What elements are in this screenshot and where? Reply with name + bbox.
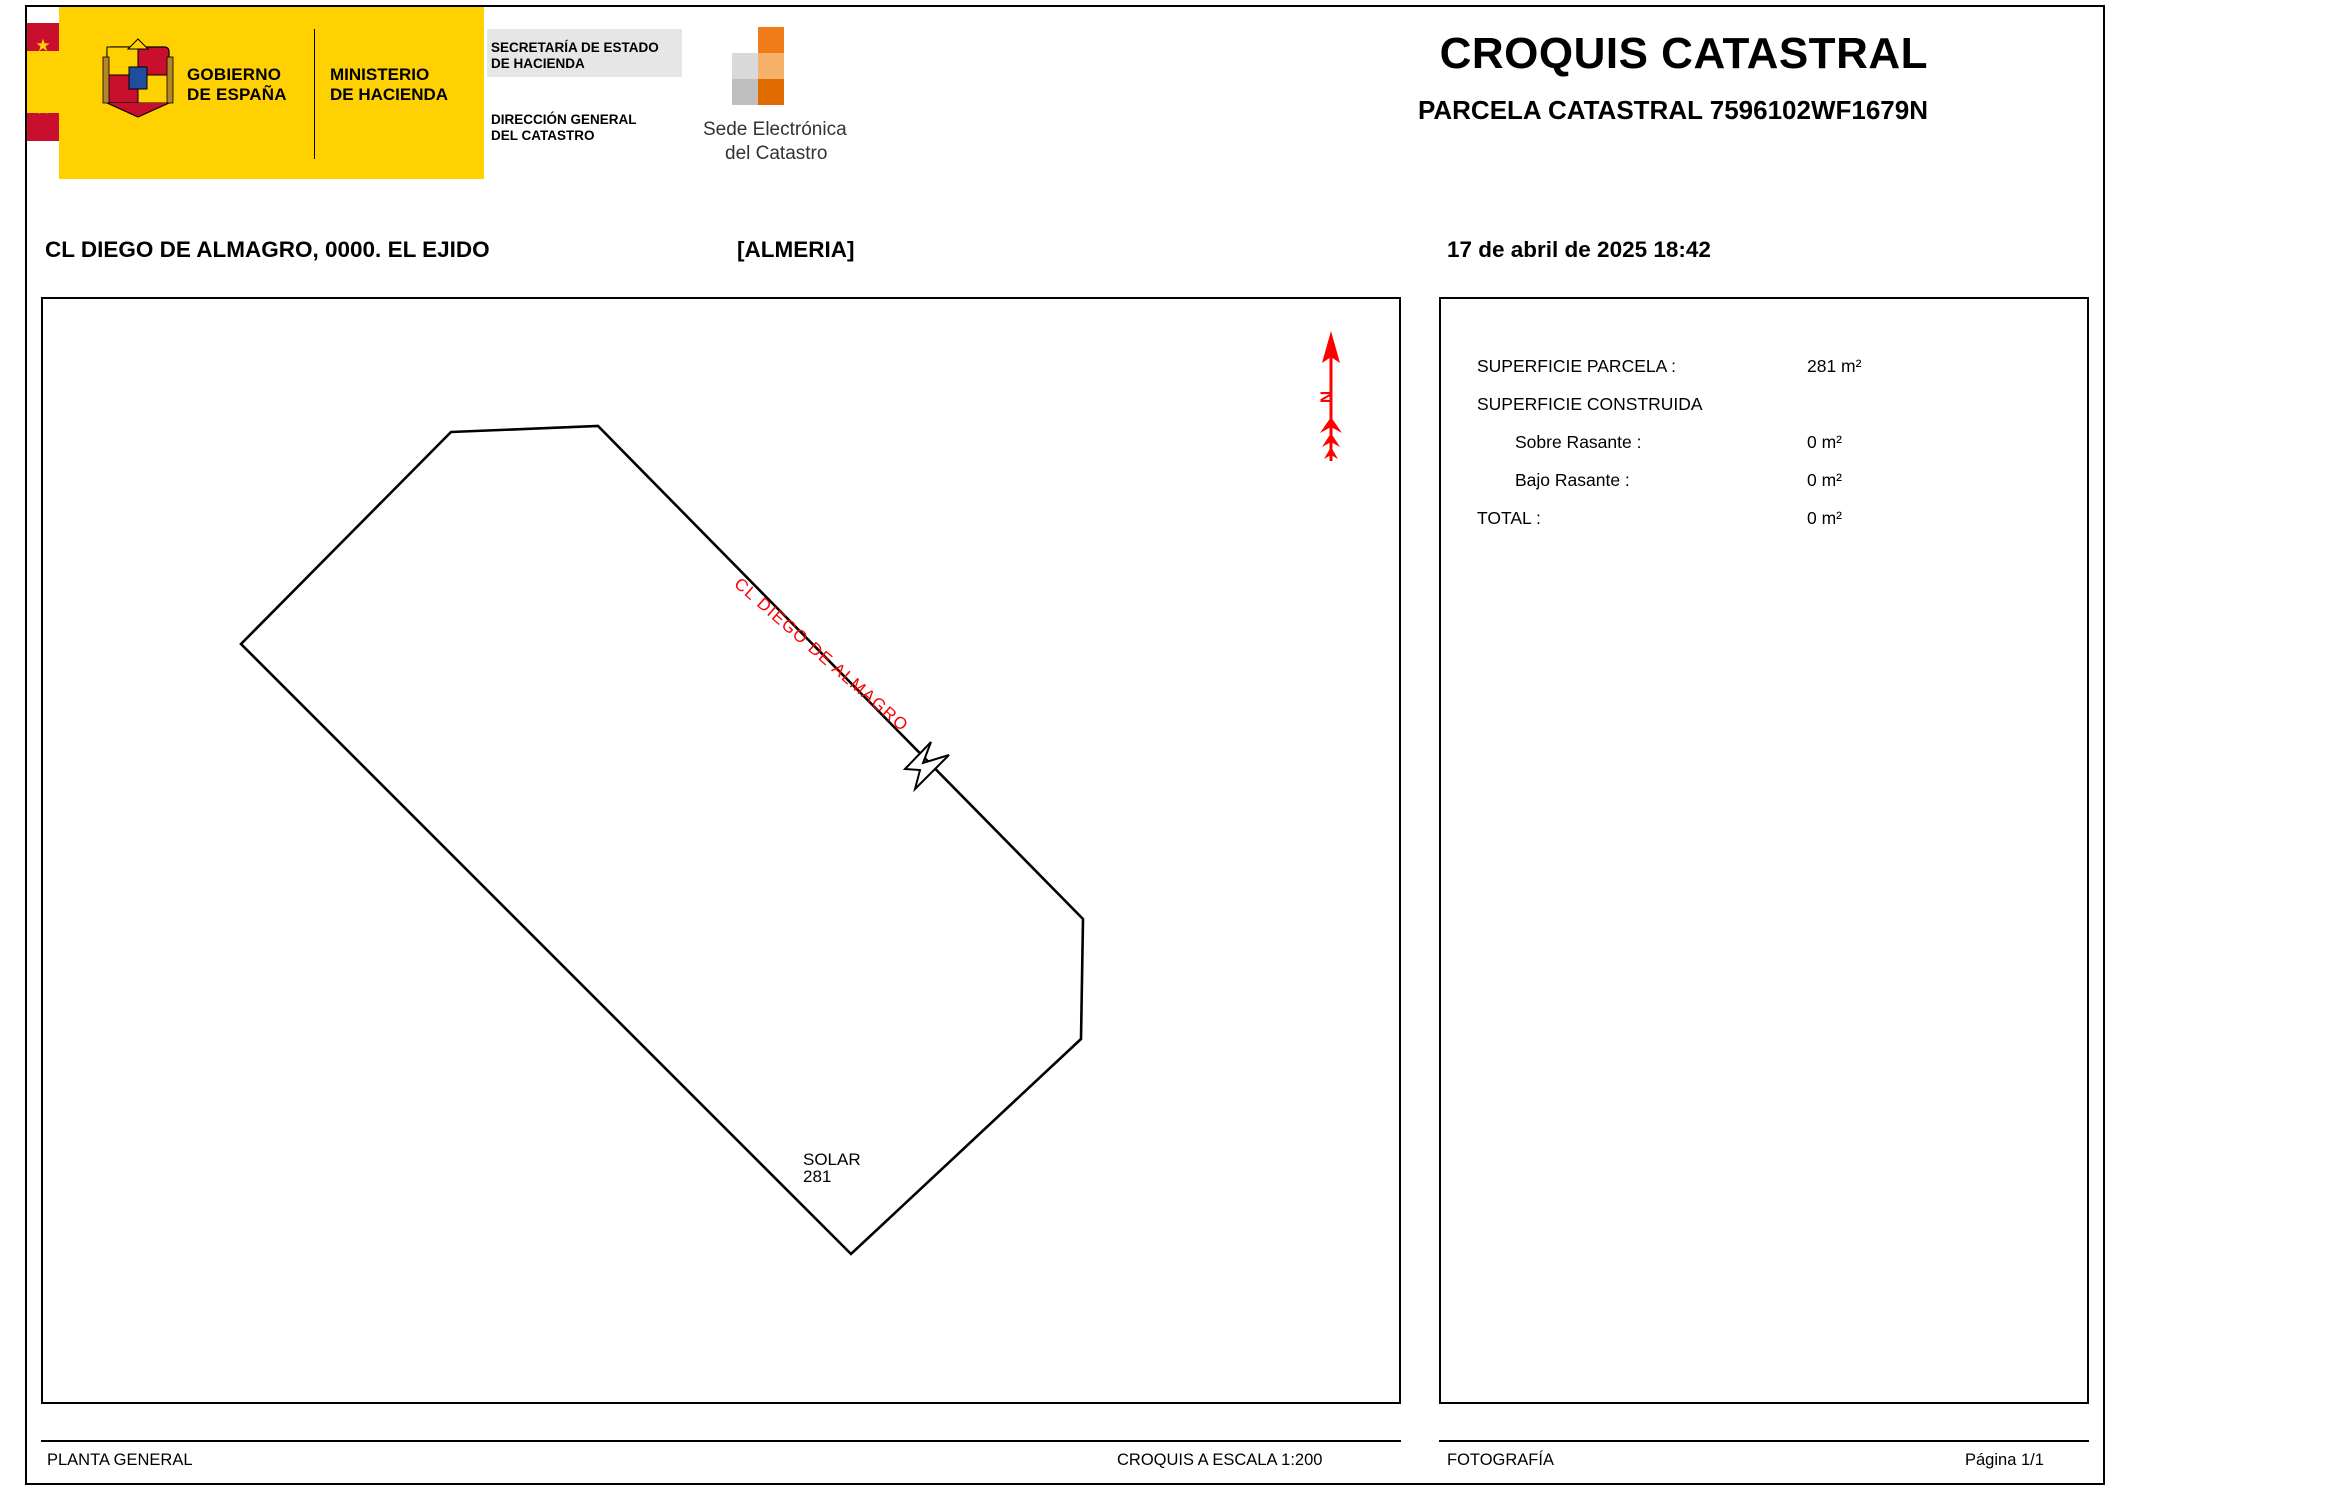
ministerio-label xyxy=(330,65,448,105)
gobierno-line1: GOBIERNO xyxy=(187,65,282,84)
surface-below-ground-label: Bajo Rasante : xyxy=(1515,470,1630,490)
secretaria-line2: DE HACIENDA xyxy=(491,56,585,71)
surface-total-value: 0 m² xyxy=(1807,508,1842,528)
compass-north-icon xyxy=(1311,329,1351,469)
map-footer-right: CROQUIS A ESCALA 1:200 xyxy=(1117,1451,1323,1469)
parcel-area-label: 281 xyxy=(803,1167,832,1186)
parcel-use-label: SOLAR xyxy=(803,1150,861,1169)
direccion-general-label xyxy=(491,112,637,144)
sede-square-darkorange-icon xyxy=(758,79,784,105)
photo-panel xyxy=(1439,297,2089,1404)
sede-line1: Sede Electrónica xyxy=(703,119,847,140)
sede-line2: del Catastro xyxy=(725,143,828,164)
secretaria-block xyxy=(487,7,687,179)
document-sheet xyxy=(25,5,2105,1485)
compass-n-label: N xyxy=(1317,390,1337,404)
table-row xyxy=(1477,423,1897,461)
photo-footer-divider xyxy=(1439,1440,2089,1442)
parcel-polygon xyxy=(241,426,1083,1254)
document-datetime: 17 de abril de 2025 18:42 xyxy=(1447,237,1711,262)
table-row xyxy=(1477,347,1897,385)
sede-square-lightgrey-icon xyxy=(732,53,758,79)
parcel-drawing xyxy=(43,299,1399,1402)
sede-square-orange-icon xyxy=(758,27,784,53)
ministerio-line1: MINISTERIO xyxy=(330,65,430,84)
direccion-line1: DIRECCIÓN GENERAL xyxy=(491,112,637,127)
ministerio-line2: DE HACIENDA xyxy=(330,85,449,104)
page-subtitle: PARCELA CATASTRAL 7596102WF1679N xyxy=(1417,95,1928,125)
eu-spain-flag-icon: ★ ★ ★ ★ xyxy=(27,7,59,179)
surface-above-ground-label: Sobre Rasante : xyxy=(1515,432,1642,452)
surface-total-label: TOTAL : xyxy=(1477,508,1541,528)
document-header xyxy=(27,7,2103,182)
sede-square-peach-icon xyxy=(758,53,784,79)
property-address: CL DIEGO DE ALMAGRO, 0000. EL EJIDO xyxy=(45,237,490,262)
secretaria-label xyxy=(491,40,659,72)
surface-above-ground-value: 0 m² xyxy=(1807,432,1842,452)
page-number: Página 1/1 xyxy=(1965,1451,2044,1469)
gobierno-line2: DE ESPAÑA xyxy=(187,85,287,104)
gobierno-de-espana-band xyxy=(59,7,314,179)
surface-parcel-label: SUPERFICIE PARCELA : xyxy=(1477,356,1677,376)
map-footer-divider xyxy=(41,1440,1401,1442)
secretaria-line1: SECRETARÍA DE ESTADO xyxy=(491,40,659,55)
surface-built-label: SUPERFICIE CONSTRUIDA xyxy=(1477,394,1703,414)
sede-square-grey-icon xyxy=(732,79,758,105)
page-title: CROQUIS CATASTRAL xyxy=(1439,29,1928,78)
property-province: [ALMERIA] xyxy=(737,237,855,262)
surface-parcel-value: 281 m² xyxy=(1807,356,1862,376)
table-row xyxy=(1477,385,1897,423)
surface-below-ground-value: 0 m² xyxy=(1807,470,1842,490)
direccion-line2: DEL CATASTRO xyxy=(491,128,595,143)
map-footer-left: PLANTA GENERAL xyxy=(47,1451,193,1469)
surface-summary-table xyxy=(1477,347,1897,537)
table-row xyxy=(1477,499,1897,537)
table-row xyxy=(1477,461,1897,499)
government-logo-block xyxy=(27,7,484,179)
parcel-label xyxy=(803,1151,861,1185)
gobierno-label xyxy=(187,65,287,105)
photo-footer-left: FOTOGRAFÍA xyxy=(1447,1451,1554,1469)
street-name-label: CL DIEGO DE ALMAGRO xyxy=(730,574,913,736)
map-panel xyxy=(41,297,1401,1404)
ministerio-band xyxy=(314,7,484,179)
sede-electronica-logo-block xyxy=(703,25,913,165)
spain-coat-of-arms-icon xyxy=(101,37,175,123)
